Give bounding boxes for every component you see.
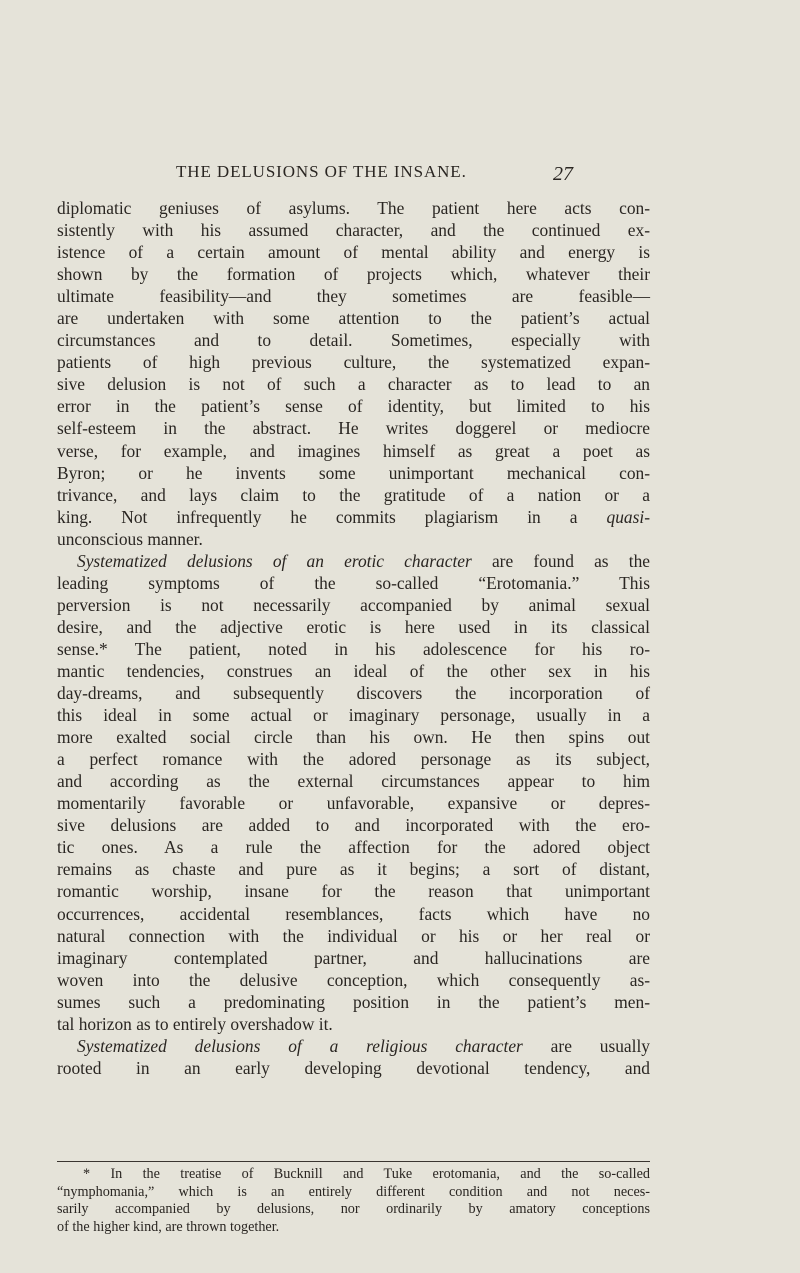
body-line — [57, 197, 650, 219]
body-text-span: a perfect romance with the adored personage as its subject, — [57, 749, 650, 770]
body-text-span: rooted in an early developing devotional tendency, and — [57, 1057, 650, 1078]
body-text-span: romantic worship, insane for the reason that unimportant — [57, 881, 650, 902]
body-line — [57, 880, 650, 902]
body-text-span: more exalted social circle than his own. He then spins out — [57, 727, 650, 748]
body-line — [57, 638, 650, 660]
italic-text: Systematized delusions of a religious character — [77, 1035, 523, 1056]
body-text — [57, 197, 650, 1079]
body-line — [57, 417, 650, 439]
body-text-span: tic ones. As a rule the affection for the adored object — [57, 837, 650, 858]
body-line — [57, 484, 650, 506]
running-head — [0, 162, 800, 184]
body-line — [57, 1057, 650, 1079]
body-text-span: remains as chaste and pure as it begins; a sort of distant, — [57, 859, 650, 880]
body-text-span: leading symptoms of the so-called “Erotomania.” This — [57, 572, 650, 593]
body-line — [57, 770, 650, 792]
body-line — [57, 726, 650, 748]
body-line — [57, 616, 650, 638]
body-line — [57, 307, 650, 329]
body-line — [57, 594, 650, 616]
body-line — [57, 329, 650, 351]
body-line — [57, 858, 650, 880]
body-line — [57, 241, 650, 263]
body-text-span: patients of high previous culture, the systematized expan- — [57, 352, 650, 373]
body-text-span: sumes such a predominating position in the patient’s men- — [57, 991, 650, 1012]
body-text-span: natural connection with the individual or his or her real or — [57, 925, 650, 946]
body-text-span: shown by the formation of projects which, whatever their — [57, 264, 650, 285]
page-number: 27 — [553, 163, 573, 185]
body-text-span: momentarily favorable or unfavorable, expansive or depres- — [57, 793, 650, 814]
body-line — [57, 991, 650, 1013]
body-line — [57, 903, 650, 925]
body-text-span: and according as the external circumstances appear to him — [57, 771, 650, 792]
body-text-span: mantic tendencies, construes an ideal of the other sex in his — [57, 660, 650, 681]
body-text-span: desire, and the adjective erotic is here used in its classical — [57, 616, 650, 637]
body-text-span: error in the patient’s sense of identity, but limited to his — [57, 396, 650, 417]
body-text-span: imaginary contemplated partner, and hallucinations are — [57, 947, 650, 968]
body-line — [57, 395, 650, 417]
body-text-span: perversion is not necessarily accompanied by animal sexual — [57, 594, 650, 615]
body-line — [57, 285, 650, 307]
body-text-span: Byron; or he invents some unimportant mechanical con- — [57, 462, 650, 483]
body-line — [57, 440, 650, 462]
body-line — [57, 219, 650, 241]
body-text-span: istence of a certain amount of mental ability and energy is — [57, 242, 650, 263]
body-line — [57, 814, 650, 836]
body-line — [57, 792, 650, 814]
body-text-span: trivance, and lays claim to the gratitude of a nation or a — [57, 484, 650, 505]
footnote-line: of the higher kind, are thrown together. — [57, 1218, 280, 1235]
body-text-span: verse, for example, and imagines himself as great a poet as — [57, 440, 650, 461]
body-text-span: sistently with his assumed character, and the continued ex- — [57, 220, 650, 241]
footnote-line: * In the treatise of Bucknill and Tuke erotomania, and the so-called — [83, 1166, 650, 1182]
footnote-line: “nymphomania,” which is an entirely different condition and not neces- — [57, 1183, 650, 1200]
body-line — [57, 682, 650, 704]
body-text-span: ultimate feasibility—and they sometimes are feasible— — [57, 286, 650, 307]
body-line — [57, 704, 650, 726]
italic-text: Systematized delusions of an erotic character — [77, 550, 472, 571]
footnote-line: sarily accompanied by delusions, nor ordinarily by amatory conceptions — [57, 1201, 650, 1217]
body-line — [57, 1013, 650, 1035]
body-line — [57, 373, 650, 395]
body-line — [57, 947, 650, 969]
body-line — [57, 462, 650, 484]
body-text-span: tal horizon as to entirely overshadow it. — [57, 1013, 333, 1034]
body-text-span: this ideal in some actual or imaginary personage, usually in a — [57, 705, 650, 726]
body-line — [57, 263, 650, 285]
body-text-span: day-dreams, and subsequently discovers the incorporation of — [57, 683, 650, 704]
body-text-span: circumstances and to detail. Sometimes, especially with — [57, 330, 650, 351]
body-line — [57, 925, 650, 947]
body-line — [57, 506, 650, 528]
body-line — [57, 528, 650, 550]
body-line — [57, 550, 650, 572]
body-line — [57, 1035, 650, 1057]
body-text-span: occurrences, accidental resemblances, facts which have no — [57, 903, 650, 924]
body-line — [57, 836, 650, 858]
body-line — [57, 969, 650, 991]
body-text-span: woven into the delusive conception, which consequently as- — [57, 969, 650, 990]
body-text-span: diplomatic geniuses of asylums. The patient here acts con- — [57, 198, 650, 218]
body-text-span: unconscious manner. — [57, 528, 203, 549]
footnote — [57, 1166, 650, 1236]
running-title: THE DELUSIONS OF THE INSANE. — [176, 162, 467, 181]
body-text-span: sense.* The patient, noted in his adolescence for his ro- — [57, 638, 650, 659]
body-line — [57, 572, 650, 594]
footnote-divider — [57, 1161, 650, 1162]
body-text-span: are usually — [522, 1035, 650, 1056]
body-line — [57, 351, 650, 373]
body-text-span: are found as the — [471, 550, 650, 571]
body-text-span: sive delusion is not of such a character as to lead to an — [57, 374, 650, 395]
body-line — [57, 748, 650, 770]
body-text-span: are undertaken with some attention to the patient’s actual — [57, 308, 650, 329]
body-text-span: self-esteem in the abstract. He writes doggerel or mediocre — [57, 418, 650, 439]
body-line — [57, 660, 650, 682]
italic-text: quasi- — [606, 506, 650, 527]
body-text-span: king. Not infrequently he commits plagiarism in a — [57, 506, 607, 527]
body-text-span: sive delusions are added to and incorporated with the ero- — [57, 815, 650, 836]
